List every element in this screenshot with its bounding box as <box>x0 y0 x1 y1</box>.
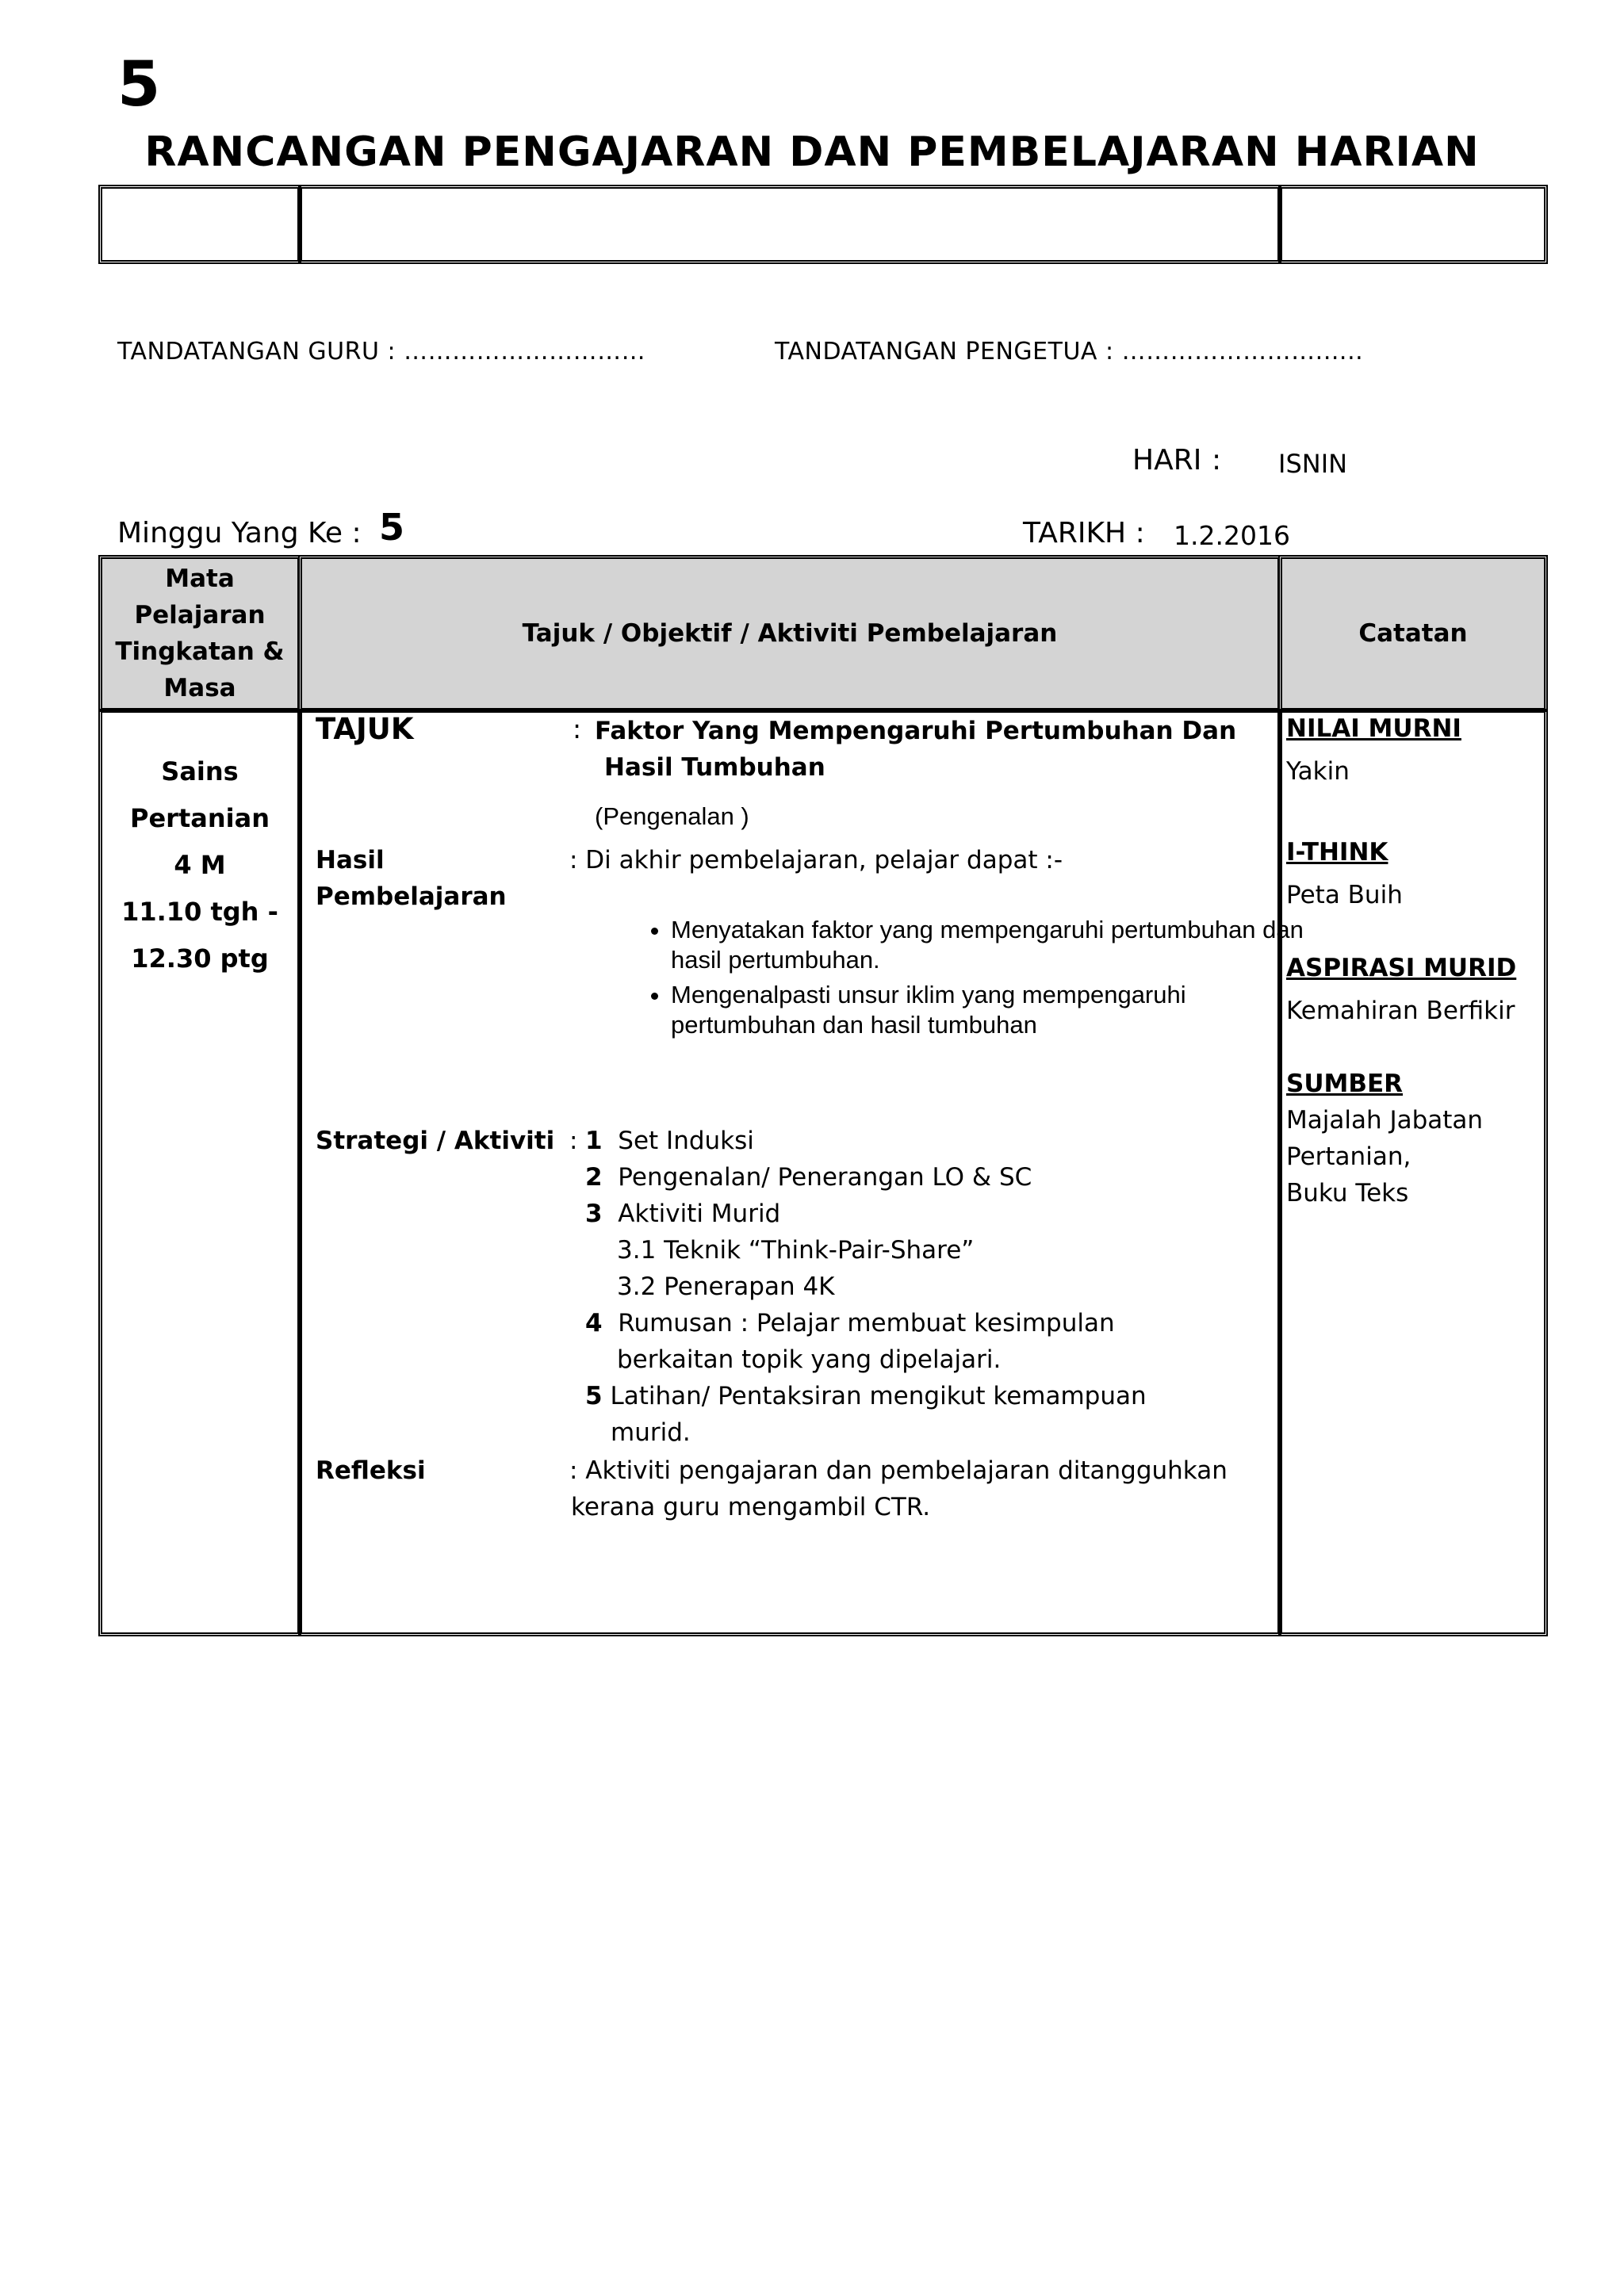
strategy-step: 3 Aktiviti Murid <box>585 1200 781 1228</box>
strategy-step-continued: murid. <box>611 1418 691 1447</box>
resources-value-2: Pertanian, <box>1286 1142 1411 1171</box>
ithink-heading: I-THINK <box>1286 838 1388 867</box>
strategy-substep: 3.2 Penerapan 4K <box>617 1272 835 1301</box>
subject-info <box>102 748 298 982</box>
week-label: Minggu Yang Ke : <box>117 517 362 549</box>
learning-outcome-list <box>628 915 1305 1045</box>
header-box-right <box>1278 185 1548 264</box>
reflection-label: Refleksi <box>316 1456 426 1485</box>
strategy-step: 2 Pengenalan/ Penerangan LO & SC <box>585 1163 1032 1192</box>
header-box-left <box>98 185 301 264</box>
learning-outcome-item: • Menyatakan faktor yang mempengaruhi pertumbuhan dan hasil pertumbuhan. <box>671 915 1305 975</box>
principal-signature-line: TANDATANGAN PENGETUA : …………………….….. <box>775 338 1364 365</box>
resources-value-3: Buku Teks <box>1286 1179 1409 1207</box>
ithink-value: Peta Buih <box>1286 881 1403 909</box>
week-value: 5 <box>379 506 405 549</box>
date-label: TARIKH : <box>1023 517 1145 549</box>
resources-heading: SUMBER <box>1286 1070 1404 1098</box>
strategy-steps <box>585 1123 1267 1451</box>
notes-content <box>1286 710 1540 1211</box>
time-end: 12.30 ptg <box>131 943 269 974</box>
teacher-signature-line: TANDATANGAN GURU : ………………………… <box>117 338 646 365</box>
subject-name-2: Pertanian <box>130 803 270 833</box>
learning-outcome-label-1: Hasil <box>316 846 385 874</box>
page-title: RANCANGAN PENGAJARAN DAN PEMBELAJARAN HARIAN <box>144 128 1480 176</box>
learning-outcome-item: • Mengenalpasti unsur iklim yang mempengaruhi pertumbuhan dan hasil tumbuhan <box>671 980 1305 1040</box>
values-heading: NILAI MURNI <box>1286 714 1461 743</box>
day-label: HARI <box>1132 444 1202 476</box>
topic-separator: : <box>573 714 582 744</box>
time-start: 11.10 tgh - <box>121 897 278 927</box>
day-value: ISNIN <box>1278 449 1348 479</box>
strategy-substep: 3.1 Teknik “Think-Pair-Share” <box>617 1236 975 1265</box>
topic-subtitle: (Pengenalan ) <box>595 802 749 830</box>
strategy-step: 1 Set Induksi <box>585 1127 754 1155</box>
aspiration-heading: ASPIRASI MURID <box>1286 954 1517 982</box>
strategy-separator: : <box>569 1127 578 1155</box>
strategy-step: 4 Rumusan : Pelajar membuat kesimpulan <box>585 1309 1115 1337</box>
page-number: 5 <box>117 49 161 121</box>
values-value: Yakin <box>1286 757 1350 786</box>
learning-outcome-intro: : Di akhir pembelajaran, pelajar dapat :- <box>569 846 1063 874</box>
day-separator: : <box>1212 444 1222 476</box>
subject-name-1: Sains <box>161 756 239 786</box>
header-box-middle <box>298 185 1281 264</box>
topic-title-line2: Hasil Tumbuhan <box>604 753 825 782</box>
reflection-line-2: kerana guru mengambil CTR. <box>571 1493 931 1521</box>
class-name: 4 M <box>174 850 226 880</box>
header-topic-objective-activity: Tajuk / Objektif / Aktiviti Pembelajaran <box>298 555 1281 712</box>
reflection-line-1: : Aktiviti pengajaran dan pembelajaran ditangguhkan <box>569 1456 1228 1485</box>
header-subject-class-time: Mata Pelajaran Tingkatan & Masa <box>98 555 301 712</box>
strategy-step: 5 Latihan/ Pentaksiran mengikut kemampuan <box>585 1382 1147 1410</box>
learning-outcome-label-2: Pembelajaran <box>316 882 507 911</box>
strategy-label: Strategi / Aktiviti <box>316 1127 555 1155</box>
topic-label: TAJUK <box>316 712 414 746</box>
date-value: 1.2.2016 <box>1174 520 1290 551</box>
strategy-step-continued: berkaitan topik yang dipelajari. <box>617 1345 1002 1374</box>
header-notes: Catatan <box>1278 555 1548 712</box>
resources-value-1: Majalah Jabatan <box>1286 1106 1484 1135</box>
aspiration-value: Kemahiran Berfikir <box>1286 997 1515 1025</box>
topic-title-line1: Faktor Yang Mempengaruhi Pertumbuhan Dan <box>595 717 1237 745</box>
